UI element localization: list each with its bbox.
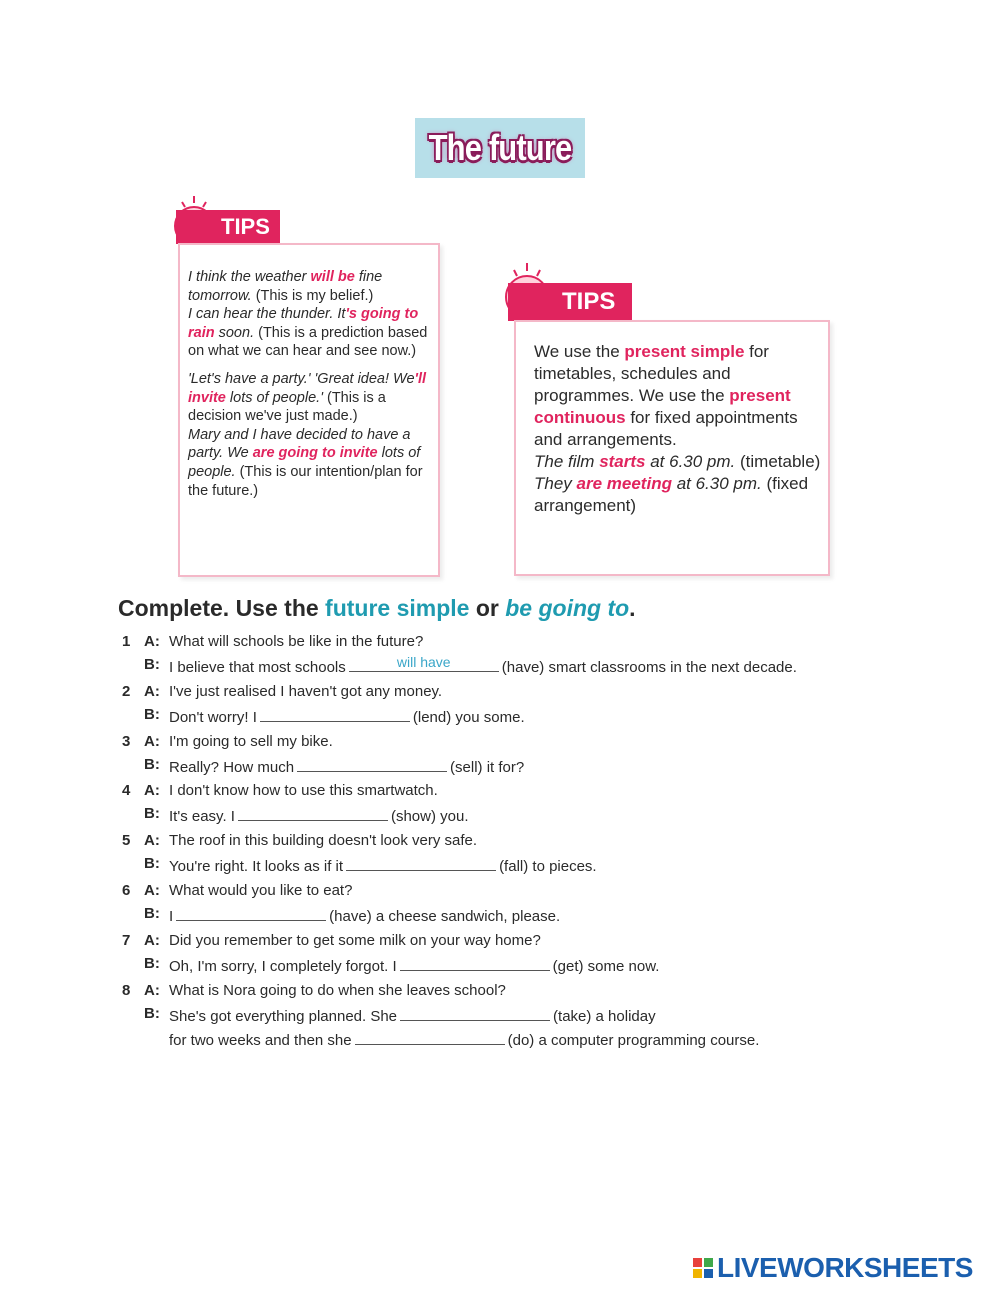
dialogue-line-b	[122, 756, 882, 776]
line-b-pre: Really? How much	[169, 759, 295, 776]
speaker-b: B:	[144, 805, 160, 822]
dialogue-line-b	[122, 656, 882, 676]
highlight-term: are going to invite	[252, 445, 378, 462]
answer-blank-1[interactable]	[349, 656, 499, 672]
tip-text-segment: for fixed appointments and arrangements.	[534, 408, 798, 449]
speaker-a: A:	[144, 932, 160, 949]
line-b-pre: I believe that most schools	[169, 659, 346, 676]
tip-text-segment: (This is a prediction based on what we can hear and see now.)	[188, 324, 428, 360]
answer-blank-3[interactable]	[297, 756, 447, 772]
line-b-post: (sell) it for?	[450, 759, 525, 776]
speaker-a: A:	[144, 633, 160, 650]
logo-mark-icon	[693, 1258, 713, 1278]
line-b-post: (take) a holiday	[553, 1008, 656, 1025]
line-b-text	[169, 905, 560, 925]
line-b-text	[169, 855, 597, 875]
tip-paragraph	[188, 268, 438, 305]
tip-text-segment: Mary and I have decided to have a party. We	[188, 426, 411, 462]
tips-tab-right	[508, 283, 632, 321]
tip-text-segment: 'Let's have a party.' 'Great idea! We	[188, 370, 415, 387]
answer-blank-6[interactable]	[176, 905, 326, 921]
line-a-text: I'm going to sell my bike.	[169, 733, 333, 750]
speaker-a: A:	[144, 882, 160, 899]
tip-text-segment: I think the weather	[188, 269, 311, 285]
dialogue-line-b	[122, 905, 882, 925]
speaker-b: B:	[144, 855, 160, 872]
exercise-heading	[118, 595, 636, 622]
tip-paragraph	[534, 341, 824, 451]
line-a-text: Did you remember to get some milk on your way home?	[169, 932, 541, 949]
title-banner	[415, 118, 585, 178]
logo-text: LIVEWORKSHEETS	[717, 1252, 973, 1283]
tip-text-segment: at 6.30 pm.	[671, 474, 762, 493]
logo-square	[704, 1269, 713, 1278]
highlight-term: starts	[599, 452, 646, 471]
speaker-a: A:	[144, 832, 160, 849]
answer-blank-5[interactable]	[346, 855, 496, 871]
tip-text-segment: for timetables, schedules and programmes. We use the	[534, 342, 769, 405]
dialogue-line-a	[122, 683, 882, 703]
tips-label: TIPS	[562, 288, 616, 315]
tips-tab-left	[176, 210, 280, 244]
tips-left-text	[188, 268, 438, 500]
heading-text: .	[629, 595, 636, 621]
logo-square	[693, 1258, 702, 1267]
heading-term-be-going-to: be going to	[505, 595, 630, 621]
line-c-pre: for two weeks and then she	[169, 1032, 352, 1049]
highlight-term: are meeting	[576, 474, 672, 493]
answer-blank-2[interactable]	[260, 706, 410, 722]
logo-square	[704, 1258, 713, 1267]
highlight-term: 's going to rain	[188, 306, 419, 341]
line-a-text: I don't know how to use this smartwatch.	[169, 782, 438, 799]
tip-text-segment: lots of people.'	[225, 389, 323, 406]
paragraph-gap	[188, 361, 438, 370]
speaker-b: B:	[144, 656, 160, 673]
item-number: 1	[122, 633, 131, 650]
tip-text-segment: I can hear the thunder. It	[188, 306, 346, 323]
speaker-a: A:	[144, 782, 160, 799]
tip-text-segment: (This is our intention/plan for the future.)	[188, 463, 423, 499]
answer-blank-7[interactable]	[400, 955, 550, 971]
dialogue-line-a	[122, 882, 882, 902]
dialogue-line-a	[122, 982, 882, 1002]
line-c-post: (do) a computer programming course.	[507, 1032, 760, 1049]
item-number: 6	[122, 882, 131, 899]
tips-right-text	[534, 341, 824, 517]
line-b-pre: It's easy. I	[169, 808, 235, 825]
tip-text-segment: fine tomorrow.	[188, 269, 383, 304]
line-b-text	[169, 656, 797, 676]
tip-paragraph	[188, 370, 438, 426]
highlight-term: present continuous	[534, 386, 791, 427]
line-b-post: (have) smart classrooms in the next decade.	[501, 659, 797, 676]
line-b-pre: Don't worry! I	[169, 709, 257, 726]
line-b-post: (lend) you some.	[412, 709, 525, 726]
line-b-pre: She's got everything planned. She	[169, 1008, 398, 1025]
speaker-a: A:	[144, 982, 160, 999]
heading-term-future-simple: future simple	[325, 595, 470, 621]
item-number: 8	[122, 982, 131, 999]
tip-text-segment: lots of people.	[188, 445, 421, 480]
tip-paragraph	[534, 451, 824, 473]
logo-square	[693, 1269, 702, 1278]
line-b-post: (have) a cheese sandwich, please.	[329, 908, 561, 925]
line-b-text	[169, 805, 468, 825]
line-b-pre: You're right. It looks as if it	[169, 858, 344, 875]
line-a-text: What is Nora going to do when she leaves school?	[169, 982, 506, 999]
page-title: The future	[428, 127, 572, 168]
dialogue-line-b	[122, 706, 882, 726]
dialogue-line-b	[122, 855, 882, 875]
highlight-term: will be	[310, 269, 355, 285]
dialogue-line-a	[122, 832, 882, 852]
dialogue-line-a	[122, 782, 882, 802]
speaker-b: B:	[144, 905, 160, 922]
line-a-text: What would you like to eat?	[169, 882, 353, 899]
dialogue-line-a	[122, 932, 882, 952]
speaker-b: B:	[144, 1005, 160, 1022]
speaker-b: B:	[144, 955, 160, 972]
filled-answer: will have	[396, 654, 451, 670]
tips-label: TIPS	[221, 214, 270, 239]
tip-text-segment: (This is a decision we've just made.)	[188, 389, 386, 425]
tip-paragraph	[188, 426, 438, 500]
tip-text-segment: (timetable)	[735, 452, 821, 471]
tip-text-segment: The film	[534, 452, 600, 471]
liveworksheets-logo	[693, 1253, 973, 1283]
item-number: 5	[122, 832, 131, 849]
tip-text-segment: (This is my belief.)	[251, 287, 374, 304]
answer-blank-8[interactable]	[400, 1005, 550, 1021]
dialogue-line-a	[122, 733, 882, 753]
line-a-text: What will schools be like in the future?	[169, 633, 424, 650]
line-c-text	[169, 1029, 759, 1049]
line-b-pre: Oh, I'm sorry, I completely forgot. I	[169, 958, 397, 975]
tip-text-segment: soon.	[214, 324, 255, 341]
line-b-text	[169, 1005, 656, 1025]
line-b-post: (show) you.	[390, 808, 469, 825]
line-b-text	[169, 955, 659, 975]
item-number: 2	[122, 683, 131, 700]
heading-text: Complete. Use the	[118, 595, 326, 621]
speaker-a: A:	[144, 683, 160, 700]
tip-text-segment: at 6.30 pm.	[645, 452, 736, 471]
line-b-post: (get) some now.	[552, 958, 660, 975]
line-b-text	[169, 706, 525, 726]
dialogue-line-b	[122, 805, 882, 825]
dialogue-line-b	[122, 955, 882, 975]
line-b-text	[169, 756, 524, 776]
highlight-term: present simple	[624, 342, 745, 361]
speaker-a: A:	[144, 733, 160, 750]
tip-paragraph	[534, 473, 824, 517]
speaker-b: B:	[144, 706, 160, 723]
dialogue-line-b	[122, 1005, 882, 1025]
answer-blank-4[interactable]	[238, 805, 388, 821]
line-b-pre: I	[169, 908, 174, 925]
heading-text: or	[469, 595, 506, 621]
line-a-text: The roof in this building doesn't look very safe.	[169, 832, 478, 849]
line-a-text: I've just realised I haven't got any money.	[169, 683, 443, 700]
answer-blank-8b[interactable]	[355, 1029, 505, 1045]
dialogue-line-a	[122, 633, 882, 653]
tip-text-segment: They	[534, 474, 577, 493]
tip-paragraph	[188, 305, 438, 361]
item-number: 7	[122, 932, 131, 949]
highlight-term: 'll invite	[188, 370, 427, 406]
speaker-b: B:	[144, 756, 160, 773]
item-number: 4	[122, 782, 131, 799]
dialogue-line-b-cont	[122, 1029, 882, 1049]
item-number: 3	[122, 733, 131, 750]
line-b-post: (fall) to pieces.	[499, 858, 597, 875]
tip-text-segment: We use the	[534, 342, 625, 361]
tip-text-segment: (fixed arrangement)	[534, 474, 809, 515]
